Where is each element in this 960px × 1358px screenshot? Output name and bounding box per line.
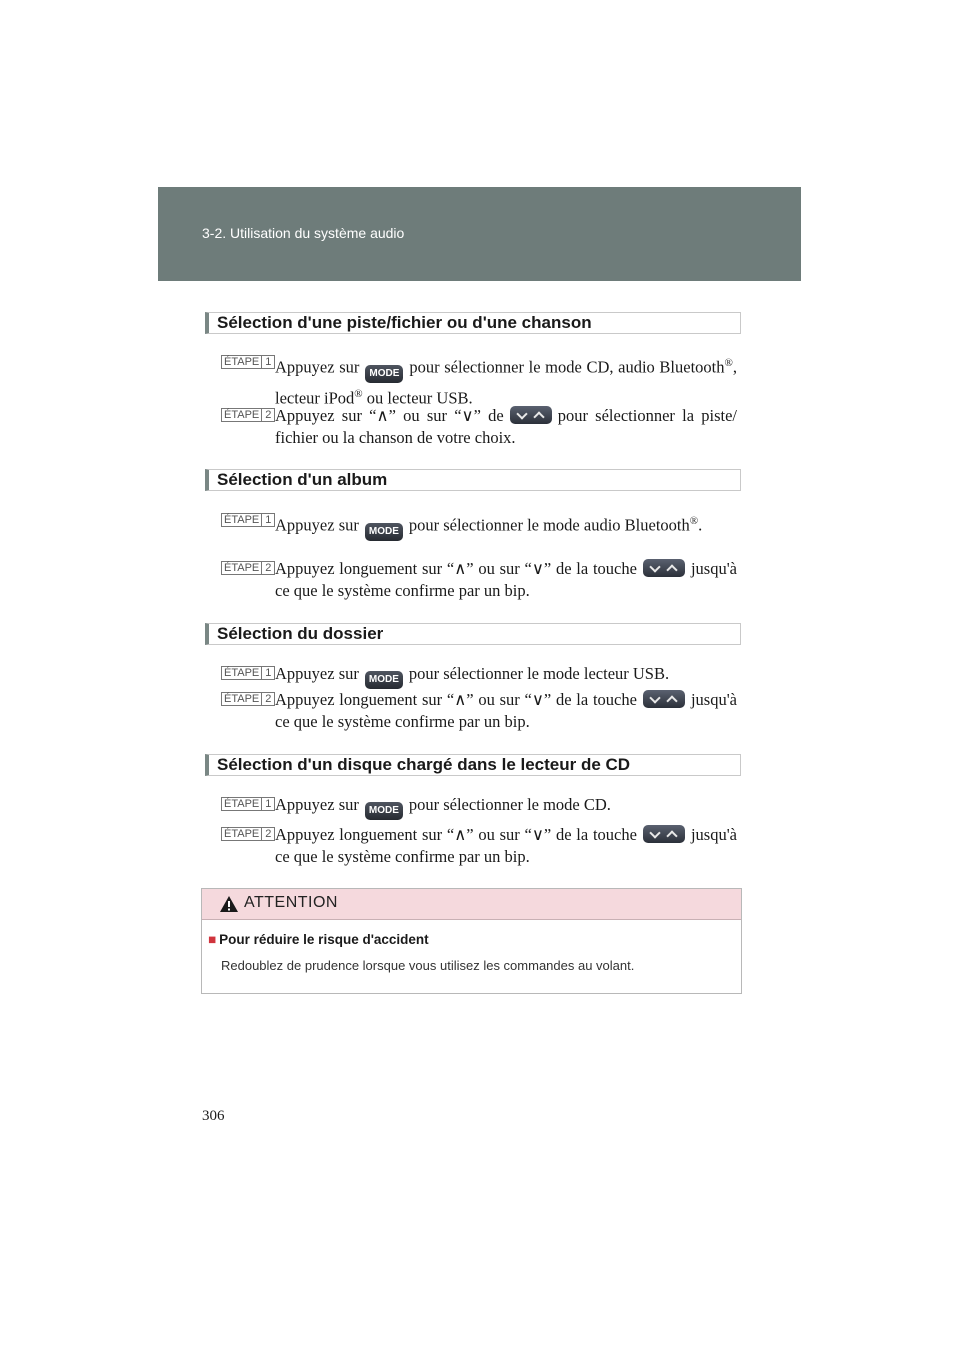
attention-box bbox=[201, 888, 742, 994]
breadcrumb: 3-2. Utilisation du système audio bbox=[202, 225, 405, 241]
step-text: Appuyez longuement sur “∧” ou sur “∨” de la touche jusqu'à ce que le système confirme par un bip. bbox=[275, 559, 737, 600]
seek-rocker-icon bbox=[643, 825, 685, 843]
step-row bbox=[221, 824, 741, 870]
attention-title: ATTENTION bbox=[244, 894, 338, 911]
section-title-folder: Sélection du dossier bbox=[205, 623, 741, 645]
section-title-album: Sélection d'un album bbox=[205, 469, 741, 491]
step-text: Appuyez sur MODE pour sélectionner le mode CD, audio Bluetooth®, lecteur iPod® ou lecteur USB. bbox=[275, 357, 737, 407]
step-badge: ÉTAPE 1 bbox=[221, 666, 275, 680]
step-row bbox=[221, 558, 741, 604]
step-badge: ÉTAPE 1 bbox=[221, 513, 275, 527]
step-row bbox=[221, 794, 741, 818]
step-row bbox=[221, 663, 741, 687]
mode-button-icon: MODE bbox=[365, 365, 403, 383]
step-badge: ÉTAPE 1 bbox=[221, 355, 275, 369]
step-text: Appuyez sur MODE pour sélectionner le mode lecteur USB. bbox=[275, 663, 737, 689]
step-text: Appuyez sur MODE pour sélectionner le mode CD. bbox=[275, 794, 737, 820]
seek-rocker-icon bbox=[643, 690, 685, 708]
mode-button-icon: MODE bbox=[365, 671, 403, 689]
header-band bbox=[158, 187, 801, 281]
step-text: Appuyez longuement sur “∧” ou sur “∨” de la touche jusqu'à ce que le système confirme par un bip. bbox=[275, 690, 737, 731]
step-badge: ÉTAPE 2 bbox=[221, 408, 275, 422]
step-row bbox=[221, 405, 741, 451]
step-text: Appuyez sur MODE pour sélectionner le mode audio Bluetooth®. bbox=[275, 510, 737, 541]
step-badge: ÉTAPE 2 bbox=[221, 827, 275, 841]
section-title-track: Sélection d'une piste/fichier ou d'une chanson bbox=[205, 312, 741, 334]
bullet-square-icon: ■ bbox=[208, 932, 217, 947]
attention-body: Redoublez de prudence lorsque vous utilisez les commandes au volant. bbox=[221, 958, 635, 973]
seek-rocker-icon bbox=[643, 559, 685, 577]
attention-header bbox=[202, 889, 741, 920]
step-badge: ÉTAPE 1 bbox=[221, 797, 275, 811]
step-text: Appuyez sur “∧” ou sur “∨” de pour sélectionner la piste/ fichier ou la chanson de votre choix. bbox=[275, 406, 737, 447]
mode-button-icon: MODE bbox=[365, 802, 403, 820]
step-badge: ÉTAPE 2 bbox=[221, 692, 275, 706]
step-badge: ÉTAPE 2 bbox=[221, 561, 275, 575]
step-row bbox=[221, 689, 741, 735]
step-row bbox=[221, 352, 741, 407]
page-number: 306 bbox=[202, 1108, 225, 1124]
seek-rocker-icon bbox=[510, 406, 552, 424]
mode-button-icon: MODE bbox=[365, 523, 403, 541]
step-row bbox=[221, 510, 741, 556]
section-title-cd: Sélection d'un disque chargé dans le lecteur de CD bbox=[205, 754, 741, 776]
step-text: Appuyez longuement sur “∧” ou sur “∨” de la touche jusqu'à ce que le système confirme par un bip. bbox=[275, 825, 737, 866]
attention-subtitle: ■ Pour réduire le risque d'accident bbox=[208, 932, 429, 947]
warning-triangle-icon bbox=[219, 895, 239, 913]
